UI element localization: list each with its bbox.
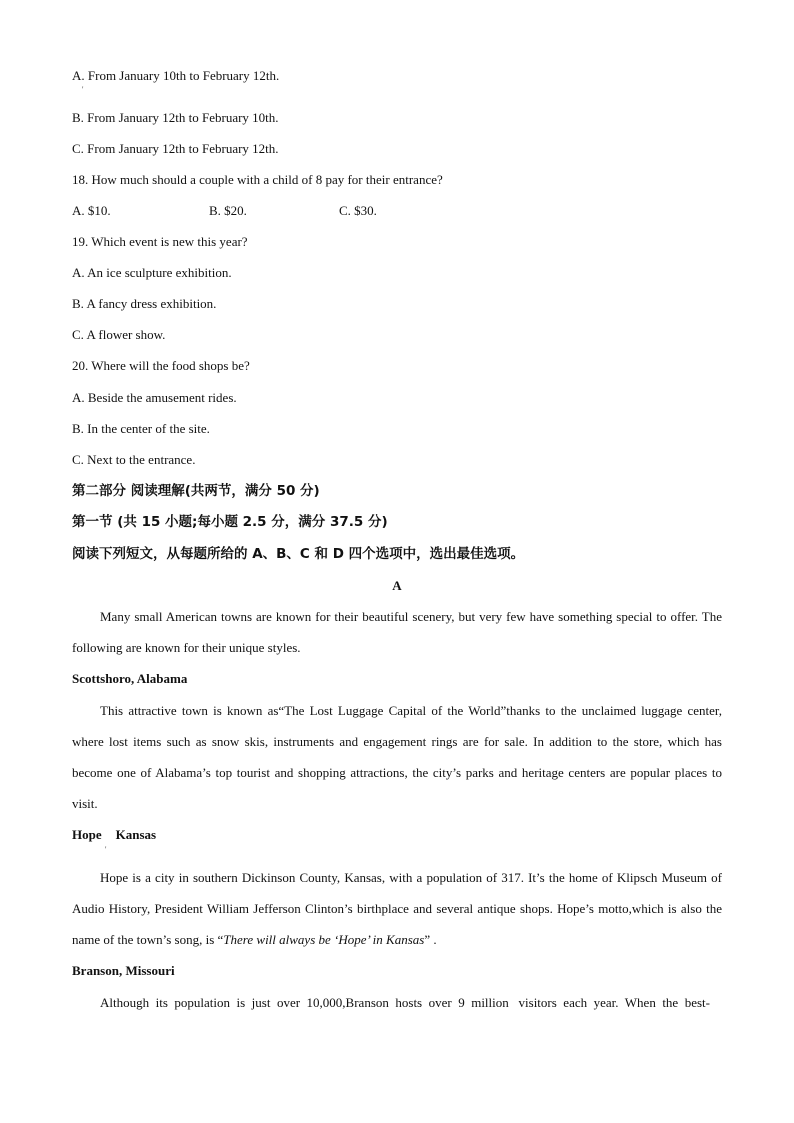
instruction: 阅读下列短文，从每题所给的 A、B、C 和 D 四个选项中，选出最佳选项。 bbox=[72, 546, 525, 562]
q19-option-c: C. A flower show. bbox=[72, 327, 166, 342]
town-heading-scottshoro: Scottshoro, Alabama bbox=[72, 671, 188, 686]
passage-label: A bbox=[392, 578, 402, 593]
q20-question: 20. Where will the food shops be? bbox=[72, 358, 250, 373]
town-text-branson: Although its population is just over 10,000,Branson hosts over 9 million visitors each year. When the best- bbox=[100, 995, 710, 1010]
town-text-hope-end: ” . bbox=[424, 932, 437, 947]
town-heading-hope-city: Hope bbox=[72, 827, 102, 842]
part-title: 第二部分 阅读理解(共两节，满分 50 分) bbox=[72, 483, 320, 499]
q20-option-b: B. In the center of the site. bbox=[72, 421, 210, 436]
section-title: 第一节 (共 15 小题;每小题 2.5 分，满分 37.5 分) bbox=[72, 514, 388, 530]
q20-option-a: A. Beside the amusement rides. bbox=[72, 390, 237, 405]
q19-question: 19. Which event is new this year? bbox=[72, 234, 248, 249]
q17-option-c: C. From January 12th to February 12th. bbox=[72, 141, 279, 156]
q18-question: 18. How much should a couple with a child of 8 pay for their entrance? bbox=[72, 172, 443, 187]
town-heading-hope-state: Kansas bbox=[115, 827, 157, 842]
town-motto: There will always be ‘Hope’ in Kansas bbox=[223, 932, 425, 947]
stray-mark: ' bbox=[105, 845, 107, 854]
stray-mark: ' bbox=[82, 85, 84, 94]
town-text-scottshoro: This attractive town is known as“The Lost Luggage Capital of the World”thanks to the unclaimed luggage center, where lost items such as snow skis, instruments and engagement rings are for sale. In addition to the store, which has become one of Alabama’s top tourist and shopping attractions, the city’s parks and heritage centers are popular places to visit. bbox=[72, 703, 722, 811]
q19-option-a: A. An ice sculpture exhibition. bbox=[72, 265, 232, 280]
town-heading-hope bbox=[72, 827, 156, 843]
town-text-hope-body: Hope is a city in southern Dickinson County, Kansas, with a population of 317. It’s the home of Klipsch Museum of Audio History, President William Jefferson Clinton’s birthplace and several antique shops. Hope’s motto,which is also the name of the town’s song, is “ bbox=[72, 870, 722, 947]
passage-intro: Many small American towns are known for their beautiful scenery, but very few have something special to offer. The following are known for their unique styles. bbox=[72, 609, 722, 655]
q20-option-c: C. Next to the entrance. bbox=[72, 452, 196, 467]
q17-option-a: A. From January 10th to February 12th. bbox=[72, 68, 280, 83]
town-text-hope bbox=[72, 862, 722, 955]
q18-option-a: A. $10. bbox=[72, 203, 111, 218]
q18-option-c: C. $30. bbox=[339, 203, 377, 218]
q17-option-b: B. From January 12th to February 10th. bbox=[72, 110, 279, 125]
town-heading-branson: Branson, Missouri bbox=[72, 963, 175, 978]
q19-option-b: B. A fancy dress exhibition. bbox=[72, 296, 217, 311]
q18-option-b: B. $20. bbox=[209, 203, 247, 218]
